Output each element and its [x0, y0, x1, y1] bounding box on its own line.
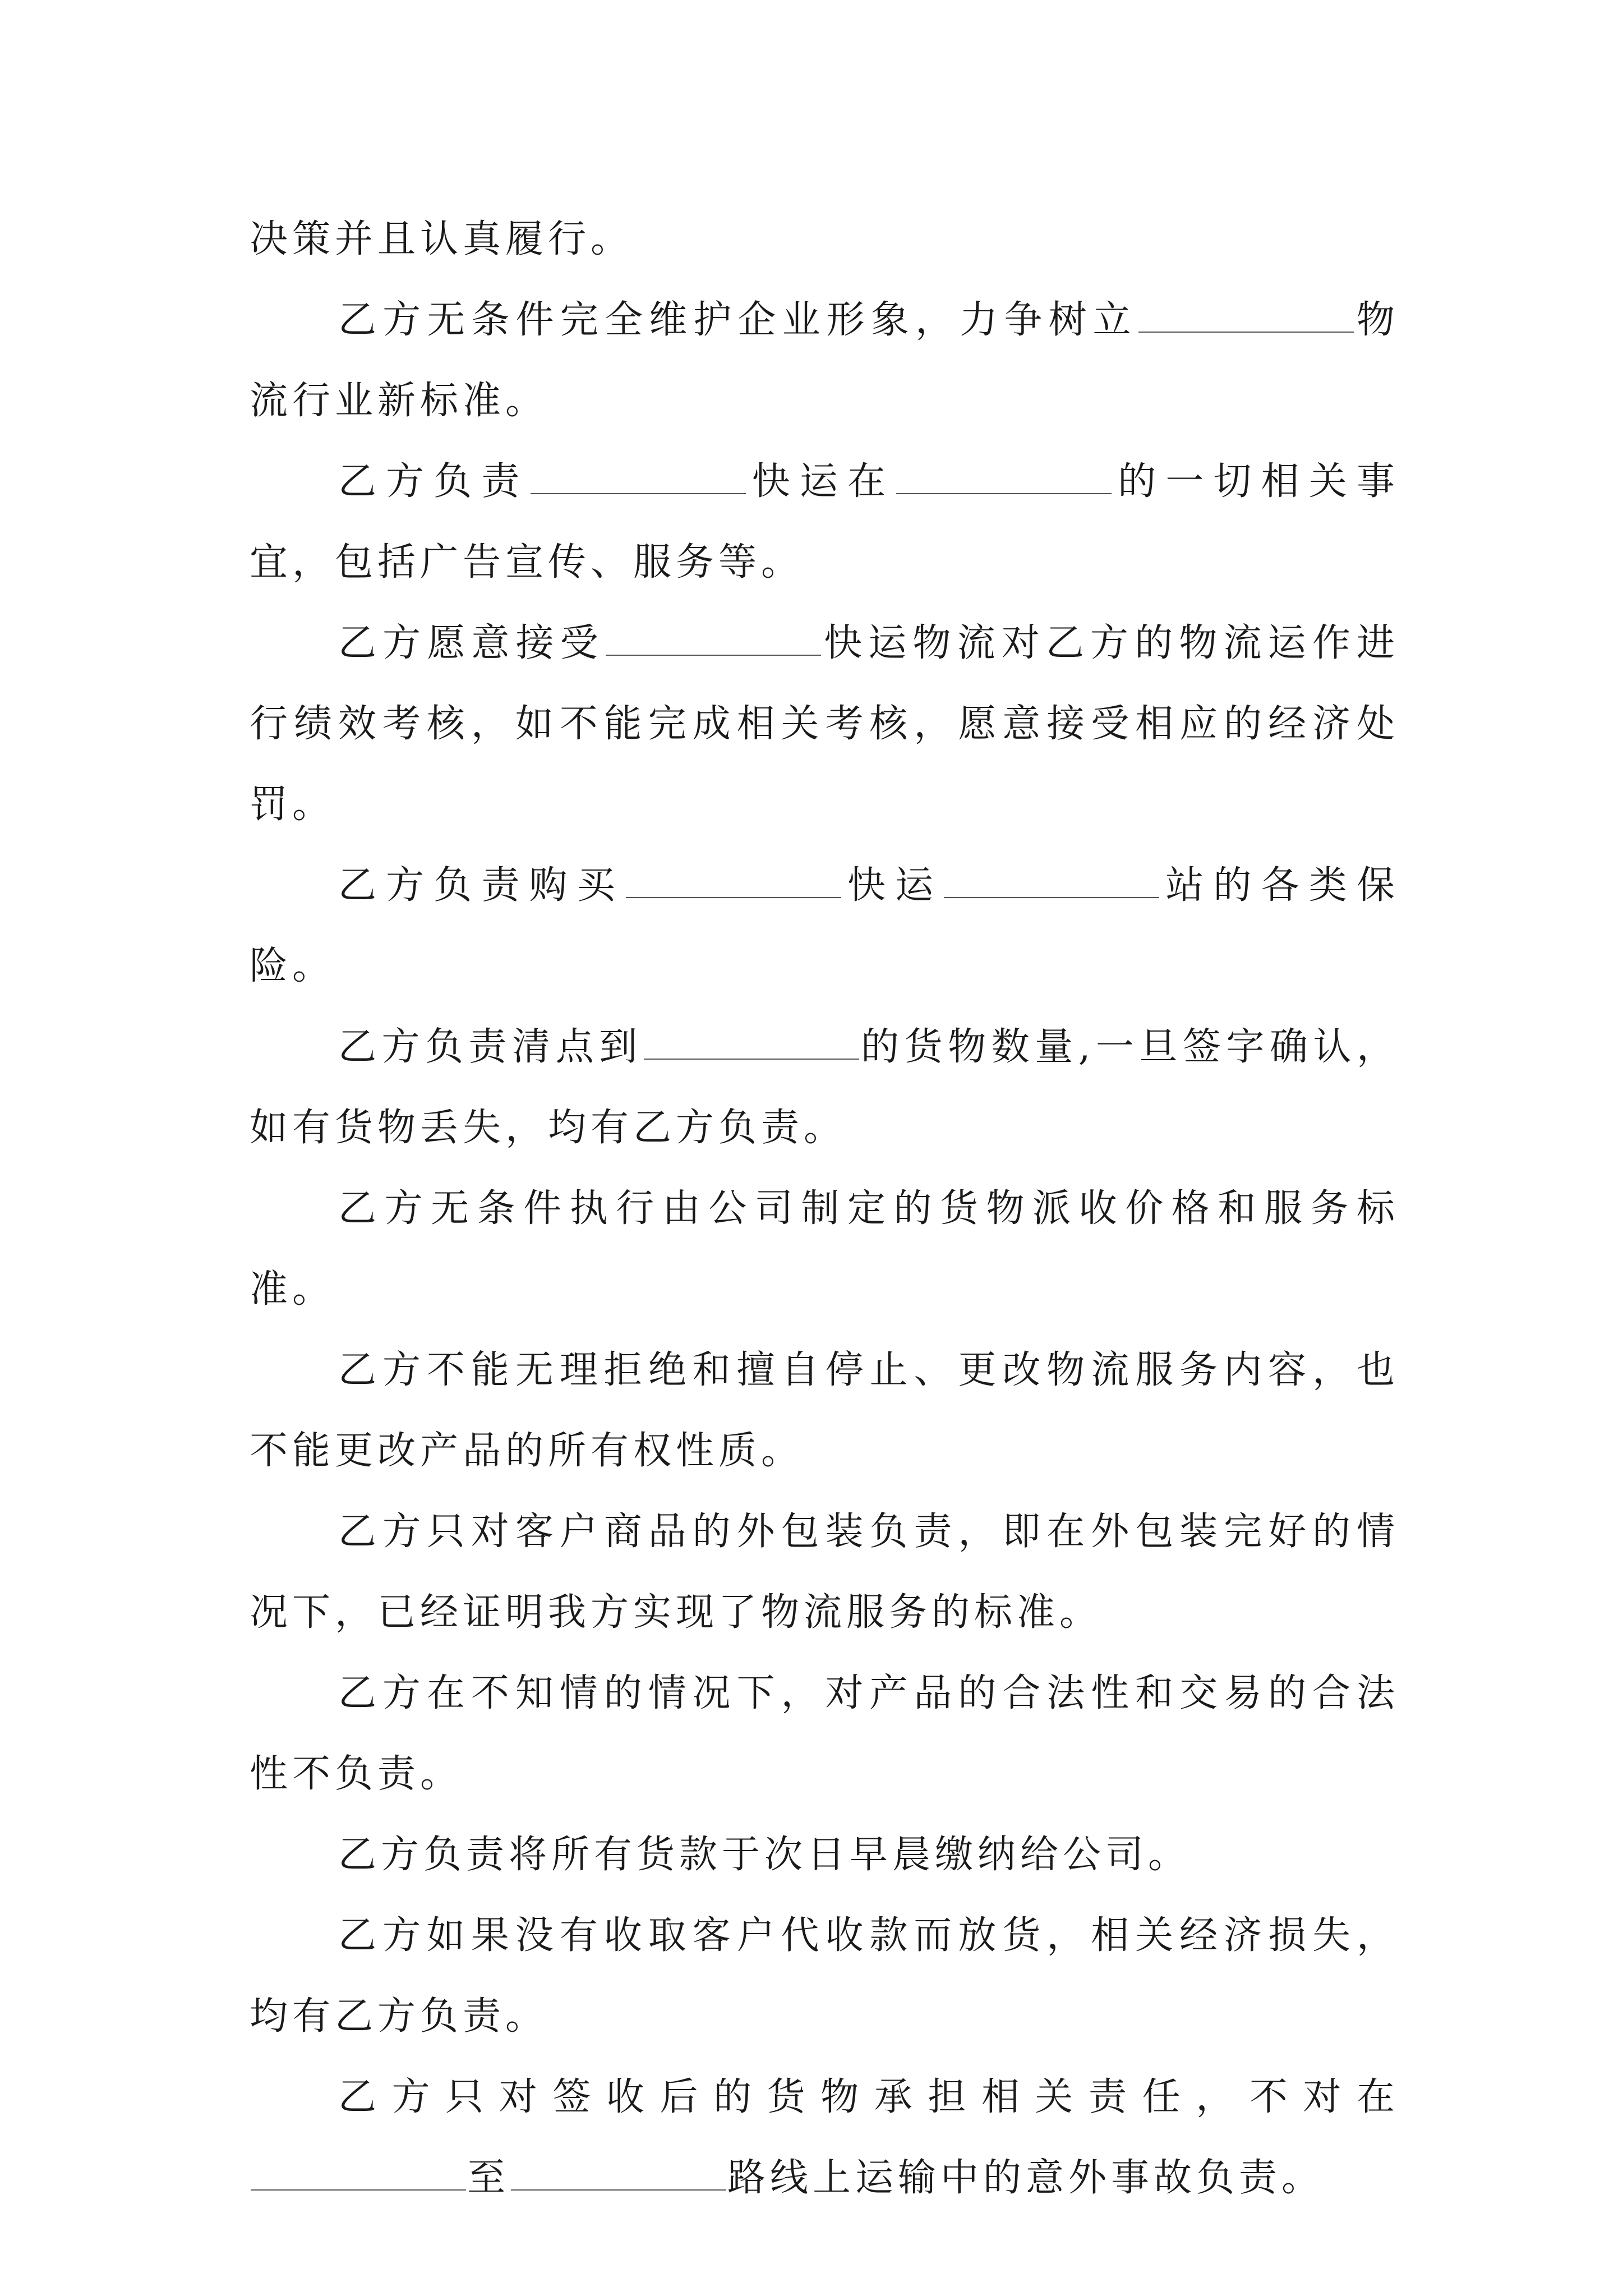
fill-in-blank — [606, 623, 821, 656]
paragraph-text: 乙方负责 — [338, 459, 529, 504]
paragraph-4 — [250, 603, 1399, 845]
paragraph-text: 快运物流对乙方的物流运作进行绩效考核，如不能完成相关考核，愿意接受相应的经济处罚。 — [250, 621, 1399, 827]
paragraph-text: 快运 — [842, 863, 943, 908]
paragraph-11 — [250, 1815, 1399, 1895]
paragraph-text: 站的各类保险。 — [250, 863, 1399, 988]
paragraph-text: 乙方只对签收后的货物承担相关责任，不对在 — [338, 2075, 1399, 2119]
paragraph-12 — [250, 1895, 1399, 2057]
fill-in-blank — [511, 2158, 726, 2191]
paragraph-5 — [250, 845, 1399, 1007]
paragraph-6 — [250, 1007, 1399, 1168]
paragraph-text: 至 — [467, 2156, 510, 2200]
paragraph-text: 乙方负责清点到 — [338, 1025, 643, 1069]
paragraph-text: 快运在 — [746, 459, 896, 504]
paragraph-8 — [250, 1330, 1399, 1492]
paragraph-text: 的一切相关事宜，包括广告宣传、服务等。 — [250, 459, 1399, 585]
paragraph-9 — [250, 1492, 1399, 1653]
fill-in-blank — [644, 1027, 859, 1060]
paragraph-3 — [250, 441, 1399, 603]
paragraph-text: 物流行业新标准。 — [250, 298, 1399, 423]
fill-in-blank — [1138, 300, 1354, 333]
paragraph-7 — [250, 1168, 1399, 1330]
paragraph-1 — [250, 199, 1399, 280]
fill-in-blank — [896, 462, 1112, 494]
paragraph-text: 乙方无条件完全维护企业形象，力争树立 — [338, 298, 1137, 342]
document-body — [250, 199, 1399, 2219]
paragraph-text: 路线上运输中的意外事故负责。 — [727, 2156, 1325, 2200]
paragraph-2 — [250, 280, 1399, 441]
paragraph-text: 乙方如果没有收取客户代收款而放货，相关经济损失，均有乙方负责。 — [250, 1913, 1399, 2039]
paragraph-text: 乙方负责将所有货款于次日早晨缴纳给公司。 — [338, 1833, 1191, 1877]
paragraph-text: 乙方负责购买 — [338, 863, 625, 908]
paragraph-text: 的货物数量,一旦签字确认，如有货物丢失，均有乙方负责。 — [250, 1025, 1399, 1150]
paragraph-text: 乙方在不知情的情况下，对产品的合法性和交易的合法性不负责。 — [250, 1671, 1399, 1796]
paragraph-13 — [250, 2057, 1399, 2219]
paragraph-text: 乙方无条件执行由公司制定的货物派收价格和服务标准。 — [250, 1186, 1399, 1312]
paragraph-10 — [250, 1653, 1399, 1815]
paragraph-text: 乙方愿意接受 — [338, 621, 605, 665]
fill-in-blank — [626, 866, 841, 898]
paragraph-text: 乙方只对客户商品的外包装负责，即在外包装完好的情况下，已经证明我方实现了物流服务的标准。 — [250, 1510, 1399, 1635]
fill-in-blank — [251, 2158, 466, 2191]
paragraph-text: 乙方不能无理拒绝和擅自停止、更改物流服务内容，也不能更改产品的所有权性质。 — [250, 1348, 1399, 1473]
fill-in-blank — [531, 462, 746, 494]
paragraph-text: 决策并且认真履行。 — [250, 217, 634, 261]
fill-in-blank — [944, 866, 1159, 898]
